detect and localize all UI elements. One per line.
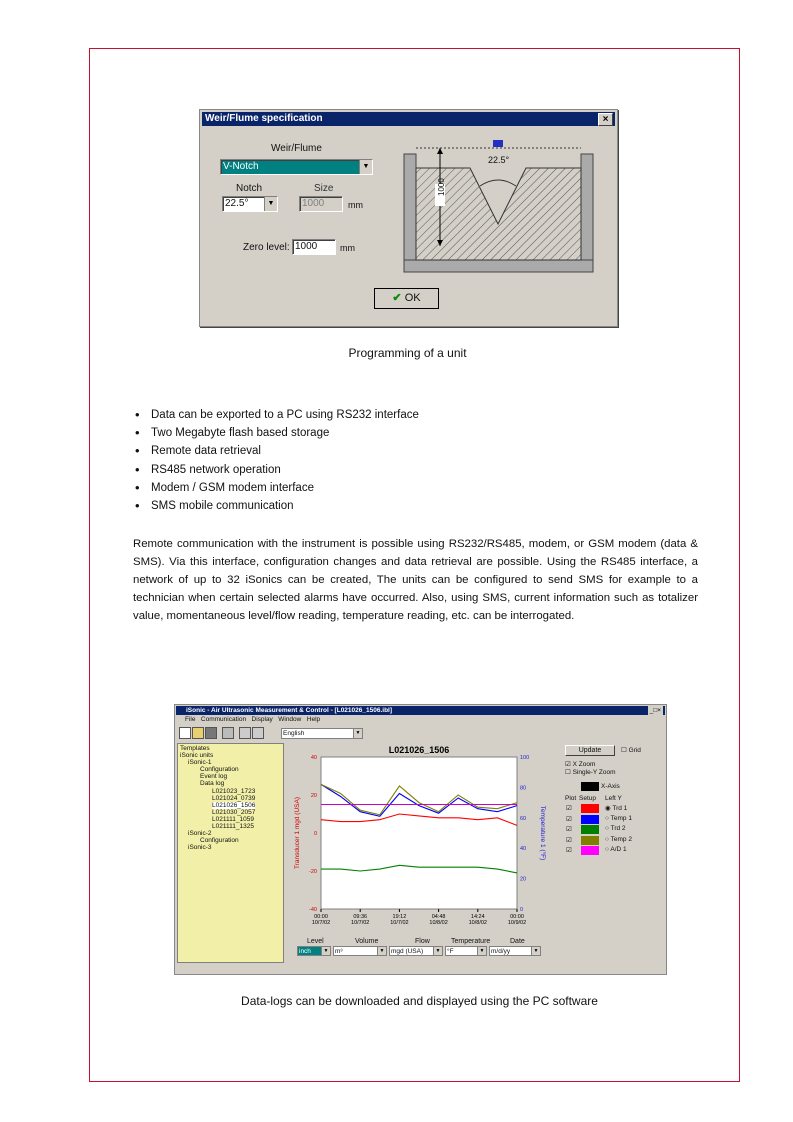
channel-lefty-radio[interactable]: ◉ Trd 1 bbox=[605, 805, 628, 812]
level-select[interactable] bbox=[297, 946, 331, 956]
weir-select[interactable] bbox=[220, 159, 373, 175]
right-y-tick-label: 0 bbox=[520, 907, 524, 913]
menu-display[interactable]: Display bbox=[251, 716, 273, 723]
chevron-down-icon[interactable]: ▼ bbox=[531, 947, 540, 955]
chevron-down-icon[interactable]: ▼ bbox=[353, 729, 362, 738]
language-select[interactable] bbox=[281, 728, 363, 739]
chevron-down-icon[interactable]: ▼ bbox=[359, 160, 372, 174]
size-label: Size bbox=[314, 183, 334, 194]
left-y-tick-label: -20 bbox=[309, 869, 317, 875]
channel-color-swatch[interactable] bbox=[581, 804, 599, 813]
height-label: 1000 bbox=[437, 178, 446, 196]
chart-title: L021026_1506 bbox=[388, 745, 450, 755]
zero-level-input[interactable]: 1000 bbox=[292, 239, 336, 255]
chevron-down-icon[interactable]: ▼ bbox=[377, 947, 386, 955]
close-icon[interactable]: × bbox=[598, 113, 613, 126]
xaxis-swatch[interactable] bbox=[581, 782, 599, 791]
x-tick-time-label: 09:36 bbox=[353, 914, 368, 920]
weir-value: V-Notch bbox=[223, 161, 259, 172]
tree-item-selected[interactable]: L021026_1506 bbox=[212, 802, 256, 809]
channel-color-swatch[interactable] bbox=[581, 846, 599, 855]
units-bar bbox=[285, 938, 553, 966]
list-item: • Remote data retrieval bbox=[133, 442, 419, 460]
zoom-out-icon[interactable] bbox=[252, 727, 264, 739]
checkmark-icon: ✔ bbox=[392, 292, 402, 304]
isonic-app-window bbox=[174, 704, 667, 975]
notch-label: Notch bbox=[236, 183, 263, 194]
x-tick-date-label: 10/7/02 bbox=[311, 920, 331, 926]
size-unit: mm bbox=[348, 200, 363, 210]
right-y-tick-label: 80 bbox=[520, 785, 527, 792]
tree-item[interactable]: iSonic units bbox=[180, 752, 214, 759]
zero-level-unit: mm bbox=[340, 243, 355, 253]
left-y-tick-label: 20 bbox=[310, 793, 317, 799]
left-y-tick-label: 40 bbox=[310, 755, 317, 761]
lefty-header: Left Y bbox=[605, 795, 622, 802]
tree-item[interactable]: L021111_1325 bbox=[212, 823, 254, 830]
date-select[interactable] bbox=[489, 946, 541, 956]
chevron-down-icon[interactable]: ▼ bbox=[433, 947, 442, 955]
open-icon[interactable] bbox=[192, 727, 204, 739]
dialog-titlebar bbox=[202, 112, 615, 126]
grid-checkbox[interactable]: ☐ Grid bbox=[621, 747, 641, 754]
channel-plot-checkbox[interactable]: ☑ bbox=[566, 815, 572, 823]
channel-plot-checkbox[interactable]: ☑ bbox=[566, 836, 572, 844]
temperature-label: Temperature bbox=[451, 938, 491, 945]
tree-item[interactable]: L021030_2057 bbox=[212, 809, 256, 816]
plot-area bbox=[321, 757, 517, 909]
temperature-value: °F bbox=[447, 948, 454, 955]
x-tick-time-label: 19:12 bbox=[392, 914, 407, 920]
list-item: • RS485 network operation bbox=[133, 461, 419, 479]
menu-help[interactable]: Help bbox=[306, 716, 321, 723]
chevron-down-icon[interactable]: ▼ bbox=[264, 197, 277, 211]
caption-programming: Programming of a unit bbox=[348, 346, 467, 360]
app-title: iSonic - Air Ultrasonic Measurement & Control - [L021026_1506.ibl] bbox=[186, 707, 393, 714]
tree-item[interactable]: Templates bbox=[180, 745, 210, 752]
save-icon[interactable] bbox=[205, 727, 217, 739]
notch-angle-label: 22.5° bbox=[488, 155, 510, 165]
volume-label: Volume bbox=[355, 938, 379, 945]
x-tick-date-label: 10/8/02 bbox=[468, 920, 487, 926]
level-value: inch bbox=[299, 948, 311, 955]
weir-flume-dialog bbox=[199, 109, 618, 327]
language-value: English bbox=[283, 730, 305, 737]
channel-color-swatch[interactable] bbox=[581, 815, 599, 824]
list-item: • Two Megabyte flash based storage bbox=[133, 424, 419, 442]
tree-item[interactable]: iSonic-3 bbox=[188, 844, 212, 851]
ok-label: OK bbox=[404, 292, 421, 304]
left-y-tick-label: -40 bbox=[309, 907, 317, 913]
tree-item[interactable]: L021024_0739 bbox=[212, 795, 256, 802]
tree-item[interactable]: Data log bbox=[200, 780, 225, 787]
toolbar bbox=[179, 727, 269, 738]
x-tick-time-label: 00:00 bbox=[314, 914, 328, 920]
right-y-tick-label: 20 bbox=[520, 876, 527, 883]
channel-lefty-radio[interactable]: ○ Temp 2 bbox=[605, 835, 632, 843]
right-y-axis-label: Temperature 1 (°F) bbox=[539, 805, 546, 861]
right-y-tick-label: 60 bbox=[520, 815, 527, 822]
temperature-select[interactable] bbox=[445, 946, 487, 956]
list-item: • Data can be exported to a PC using RS232 interface bbox=[133, 406, 419, 424]
chevron-down-icon[interactable]: ▼ bbox=[477, 947, 486, 955]
menu-communication[interactable]: Communication bbox=[200, 716, 247, 723]
dialog-title: Weir/Flume specification bbox=[205, 113, 323, 124]
body-paragraph: Remote communication with the instrument is possible using RS232/RS485, modem, or GSM modem (data & SMS). Via this interface, configuration changes and data retrieval are possible. Using the RS485 interface, a network of up to 32 iSonics can be created, The units can be configured to send SMS for example to a technician when certain selected alarms have occurred. Also, using SMS, current information such as totalizer value, momentaneous level/flow reading, temperature reading, etc. can be interrogated. bbox=[133, 538, 698, 622]
right-y-tick-label: 100 bbox=[520, 755, 530, 761]
window-controls-icon[interactable]: _□× bbox=[649, 707, 661, 714]
notch-select[interactable] bbox=[222, 196, 278, 212]
x-tick-date-label: 10/7/02 bbox=[351, 920, 370, 926]
x-tick-date-label: 10/8/02 bbox=[429, 920, 448, 926]
menu-file[interactable]: File bbox=[185, 716, 196, 723]
flow-label: Flow bbox=[415, 938, 430, 945]
flow-value: mgd (USA) bbox=[391, 948, 424, 955]
zero-level-label: Zero level: bbox=[243, 242, 290, 253]
channel-lefty-radio[interactable]: ○ Temp 1 bbox=[605, 814, 632, 822]
singley-checkbox[interactable]: ☐ Single-Y Zoom bbox=[565, 769, 616, 776]
chart-panel bbox=[285, 743, 553, 937]
feature-list bbox=[133, 406, 419, 515]
volume-select[interactable] bbox=[333, 946, 387, 956]
tree-item[interactable]: iSonic-1 bbox=[188, 759, 212, 766]
xzoom-checkbox[interactable]: ☑ X Zoom bbox=[565, 761, 596, 768]
new-icon[interactable] bbox=[179, 727, 191, 739]
channel-plot-checkbox[interactable]: ☑ bbox=[566, 826, 572, 833]
tree-item[interactable]: L021023_1723 bbox=[212, 788, 256, 795]
x-tick-time-label: 04:48 bbox=[431, 914, 446, 920]
list-item: • Modem / GSM modem interface bbox=[133, 479, 419, 497]
tree-item[interactable]: iSonic-2 bbox=[188, 830, 212, 837]
channel-lefty-radio[interactable]: ○ Trd 2 bbox=[605, 825, 626, 832]
date-label: Date bbox=[510, 938, 525, 945]
unit-tree bbox=[177, 743, 284, 963]
app-titlebar bbox=[176, 706, 665, 715]
ok-button[interactable] bbox=[374, 288, 439, 309]
channel-plot-checkbox[interactable]: ☑ bbox=[566, 805, 572, 812]
grid-label: Grid bbox=[628, 747, 641, 754]
update-button[interactable]: Update bbox=[565, 745, 615, 756]
right-y-tick-label: 40 bbox=[520, 846, 527, 853]
channel-plot-checkbox[interactable]: ☑ bbox=[566, 847, 572, 854]
tree-item[interactable]: Configuration bbox=[200, 766, 239, 773]
plot-settings-panel bbox=[559, 743, 663, 863]
weir-label: Weir/Flume bbox=[271, 143, 322, 154]
channel-lefty-radio[interactable]: ○ A/D 1 bbox=[605, 846, 627, 853]
tree-item[interactable]: L021111_1059 bbox=[212, 816, 254, 823]
plot-header: Plot bbox=[565, 795, 577, 802]
xzoom-label: X Zoom bbox=[572, 761, 596, 768]
x-tick-date-label: 10/9/02 bbox=[507, 920, 527, 926]
level-label: Level bbox=[307, 938, 324, 945]
x-tick-time-label: 14:24 bbox=[470, 914, 485, 920]
x-tick-time-label: 00:00 bbox=[510, 914, 524, 920]
print-icon[interactable] bbox=[222, 727, 234, 739]
data-log-chart bbox=[285, 743, 553, 937]
setup-header: Setup bbox=[579, 795, 596, 802]
channel-color-swatch[interactable] bbox=[581, 836, 599, 845]
flow-select[interactable] bbox=[389, 946, 443, 956]
xaxis-label: X-Axis bbox=[601, 783, 620, 790]
tree-item[interactable]: Configuration bbox=[200, 837, 239, 844]
channel-color-swatch[interactable] bbox=[581, 825, 599, 834]
x-tick-date-label: 10/7/02 bbox=[390, 920, 409, 926]
menu-window[interactable]: Window bbox=[278, 716, 302, 723]
tree-item[interactable]: Event log bbox=[200, 773, 228, 780]
volume-value: m³ bbox=[335, 948, 343, 955]
notch-value: 22.5° bbox=[225, 198, 249, 209]
caption-datalogs: Data-logs can be downloaded and displayed using the PC software bbox=[241, 994, 598, 1008]
left-y-axis-label: Transducer 1 mgd (USA) bbox=[294, 796, 301, 870]
menu-bar bbox=[185, 716, 320, 723]
chevron-down-icon[interactable]: ▼ bbox=[321, 947, 330, 955]
date-value: m/d/yy bbox=[491, 948, 511, 955]
size-field: 1000 bbox=[299, 196, 343, 212]
singley-label: Single-Y Zoom bbox=[572, 769, 616, 776]
left-y-tick-label: 0 bbox=[313, 831, 317, 837]
list-item: • SMS mobile communication bbox=[133, 497, 419, 515]
zoom-in-icon[interactable] bbox=[239, 727, 251, 739]
